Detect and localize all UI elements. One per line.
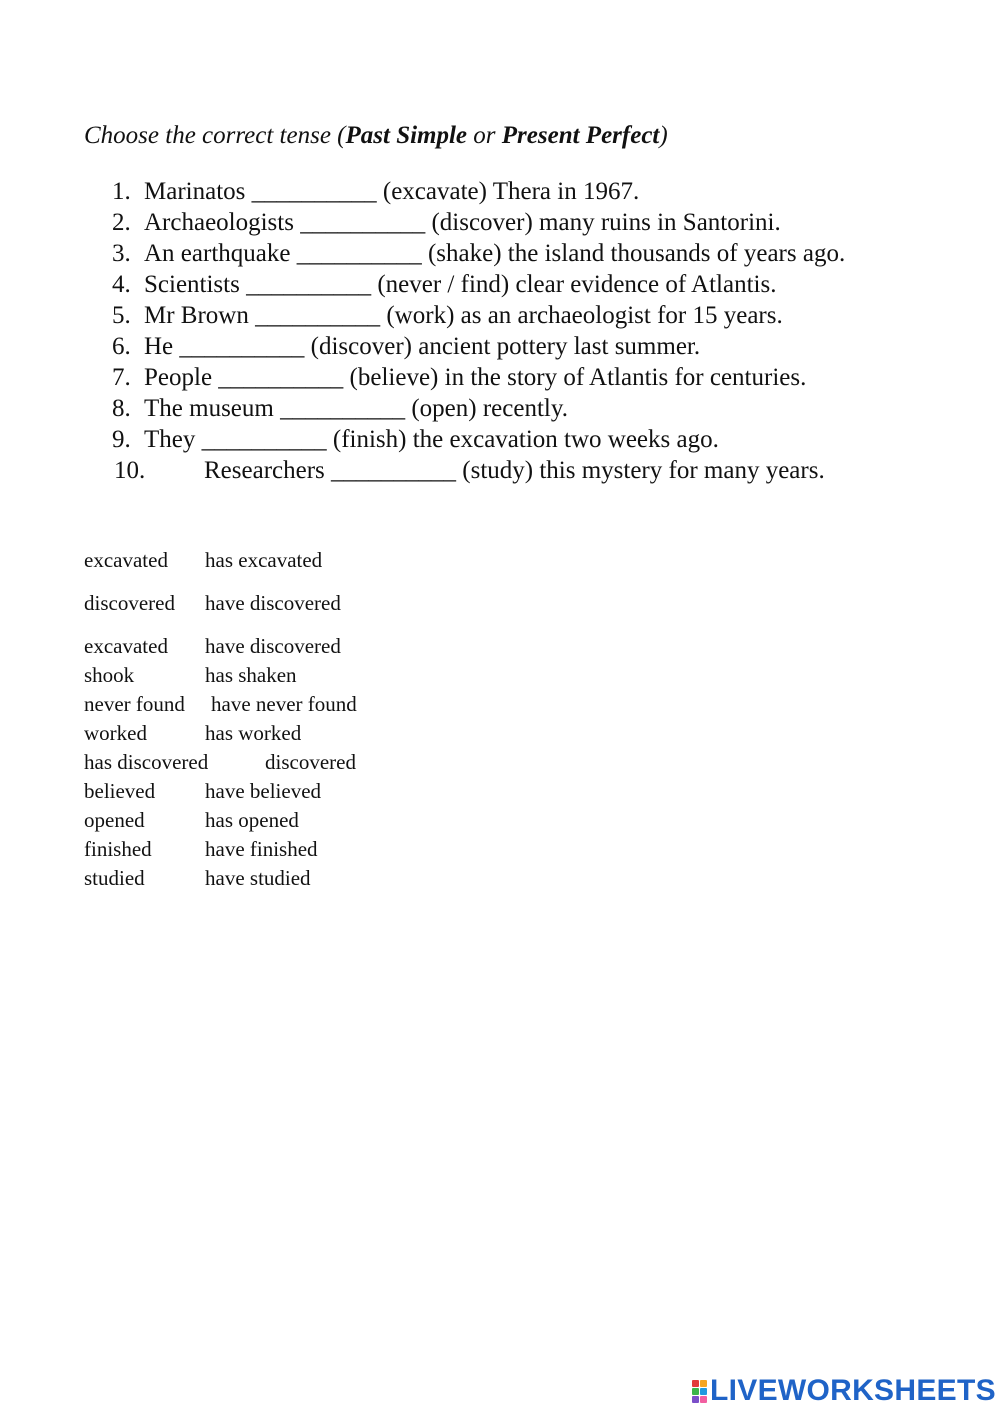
answer-option: has worked (205, 721, 302, 745)
exercise-item (84, 455, 964, 486)
answer-option: has opened (205, 808, 299, 832)
item-text: Researchers __________ (study) this mystery for many years. (204, 457, 825, 484)
option-past-simple: Past Simple (345, 122, 468, 149)
exercise-item (84, 269, 964, 300)
logo-square (692, 1388, 699, 1395)
item-text: Archaeologists __________ (discover) many ruins in Santorini. (144, 209, 781, 236)
logo-square (692, 1396, 699, 1403)
answer-option: opened (84, 808, 145, 832)
exercise-item (84, 393, 964, 424)
item-text: He __________ (discover) ancient pottery last summer. (144, 333, 701, 360)
logo-square (700, 1388, 707, 1395)
instructions-prefix: Choose the correct tense ( (84, 122, 346, 149)
item-text: Mr Brown __________ (work) as an archaeologist for 15 years. (144, 302, 783, 329)
item-number: 10. (114, 457, 146, 484)
logo-square (700, 1396, 707, 1403)
instructions-suffix: ) (659, 122, 668, 149)
answer-option: have finished (205, 837, 318, 861)
answer-option: have never found (211, 692, 357, 716)
item-number: 7. (112, 364, 131, 391)
logo-text: LIVEWORKSHEETS (710, 1374, 996, 1407)
item-text: Marinatos __________ (excavate) Thera in 1967. (144, 178, 640, 205)
exercise-item (84, 238, 964, 269)
answer-option: has discovered (84, 750, 209, 774)
logo-square (700, 1380, 707, 1387)
answer-option: have discovered (205, 591, 341, 615)
logo-square (692, 1380, 699, 1387)
answer-option: have studied (205, 866, 311, 890)
liveworksheets-logo (692, 1374, 996, 1408)
item-number: 5. (112, 302, 131, 329)
item-number: 8. (112, 395, 131, 422)
answer-option: excavated (84, 548, 168, 572)
item-number: 9. (112, 426, 131, 453)
exercise-list (84, 176, 964, 486)
exercise-item (84, 362, 964, 393)
answer-option: believed (84, 779, 156, 803)
answer-option: excavated (84, 634, 168, 658)
answer-option: discovered (265, 750, 356, 774)
exercise-item (84, 424, 964, 455)
exercise-item (84, 176, 964, 207)
option-present-perfect: Present Perfect (501, 122, 660, 149)
item-text: The museum __________ (open) recently. (144, 395, 568, 422)
item-text: An earthquake __________ (shake) the island thousands of years ago. (144, 240, 846, 267)
answer-option: worked (84, 721, 147, 745)
item-number: 4. (112, 271, 131, 298)
exercise-item (84, 300, 964, 331)
answer-option: discovered (84, 591, 175, 615)
item-number: 6. (112, 333, 131, 360)
item-number: 2. (112, 209, 131, 236)
logo-mark-icon (692, 1380, 707, 1403)
item-text: Scientists __________ (never / find) clear evidence of Atlantis. (144, 271, 777, 298)
answer-option: has shaken (205, 663, 297, 687)
answer-option: never found (84, 692, 185, 716)
answer-option: have discovered (205, 634, 341, 658)
exercise-item (84, 331, 964, 362)
instructions-title (84, 122, 668, 150)
answer-option: shook (84, 663, 135, 687)
instructions-connector: or (467, 122, 502, 149)
item-text: People __________ (believe) in the story of Atlantis for centuries. (144, 364, 807, 391)
item-text: They __________ (finish) the excavation two weeks ago. (144, 426, 719, 453)
answer-option: has excavated (205, 548, 323, 572)
answer-option: have believed (205, 779, 322, 803)
exercise-item (84, 207, 964, 238)
item-number: 3. (112, 240, 131, 267)
answer-option: finished (84, 837, 152, 861)
item-number: 1. (112, 178, 131, 205)
answer-option: studied (84, 866, 145, 890)
